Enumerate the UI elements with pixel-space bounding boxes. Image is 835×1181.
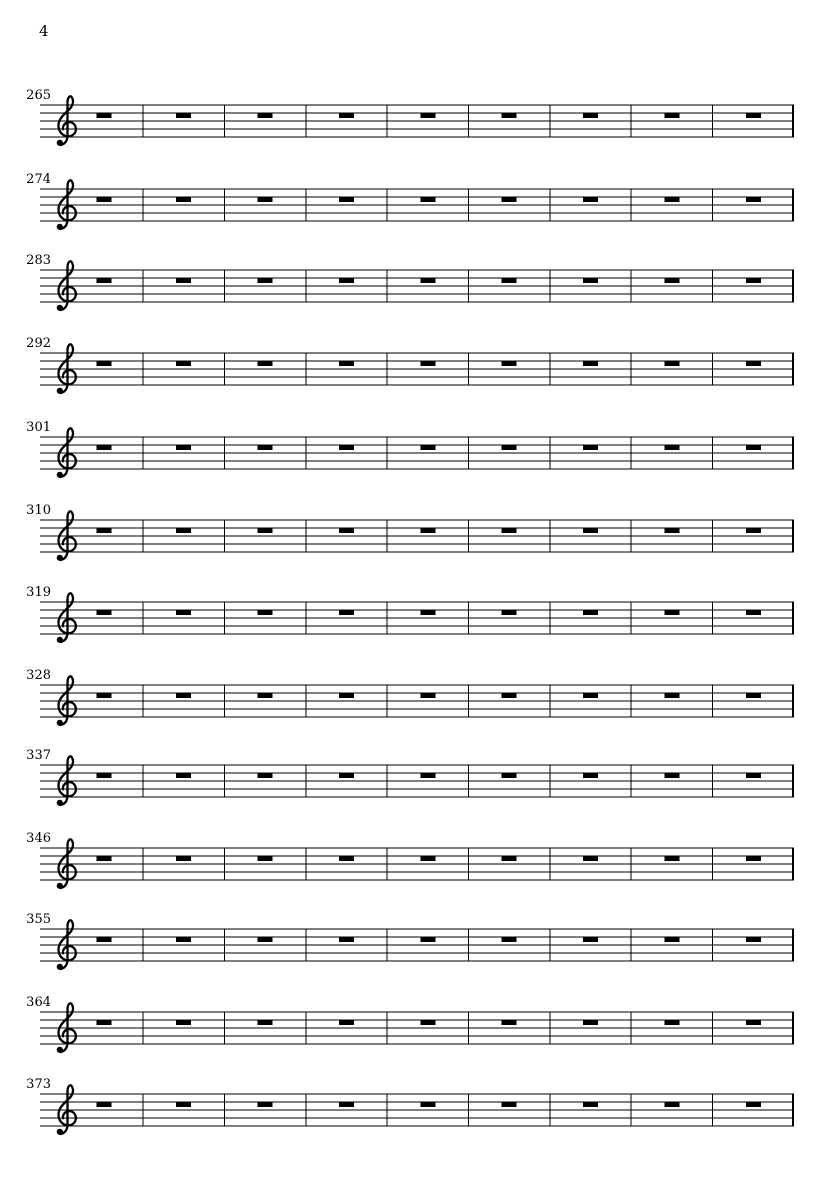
measure-number: 364 [26, 995, 51, 1010]
whole-rest [583, 1102, 598, 1107]
staff-system [26, 668, 794, 726]
whole-rest [339, 1102, 354, 1107]
whole-rest [583, 773, 598, 778]
staff-system [26, 253, 794, 311]
whole-rest [502, 113, 517, 118]
whole-rest [746, 856, 761, 861]
staff-system [26, 336, 794, 394]
clef-ball [57, 800, 63, 806]
whole-rest [420, 1020, 435, 1025]
staff-system [26, 995, 794, 1053]
staff-system [26, 748, 794, 806]
whole-rest [583, 278, 598, 283]
staff-lines [40, 765, 794, 797]
staff-system [26, 88, 794, 146]
whole-rest [258, 1020, 273, 1025]
whole-rest [97, 610, 112, 615]
whole-rest [258, 937, 273, 942]
whole-rest [339, 610, 354, 615]
whole-rest [746, 278, 761, 283]
whole-rest [176, 693, 191, 698]
clef-ball [57, 555, 63, 561]
clef-ball [57, 1047, 63, 1053]
whole-rest [420, 361, 435, 366]
whole-rest [258, 856, 273, 861]
whole-rest [176, 1102, 191, 1107]
whole-rest [502, 1102, 517, 1107]
whole-rest [502, 773, 517, 778]
clef-ball [57, 1129, 63, 1135]
whole-rest [258, 610, 273, 615]
clef-ball [57, 883, 63, 889]
whole-rest [339, 445, 354, 450]
whole-rest [258, 113, 273, 118]
staff-lines [40, 929, 794, 961]
whole-rest [420, 528, 435, 533]
whole-rest [420, 445, 435, 450]
clef-ball [57, 720, 63, 726]
whole-rest [583, 1020, 598, 1025]
measure-number: 310 [26, 503, 51, 518]
staff-system [26, 420, 794, 478]
whole-rest [502, 361, 517, 366]
whole-rest [502, 610, 517, 615]
staff-lines [40, 520, 794, 552]
whole-rest [176, 278, 191, 283]
whole-rest [97, 856, 112, 861]
staff-lines [40, 437, 794, 469]
whole-rest [583, 610, 598, 615]
measure-number: 301 [26, 420, 51, 435]
clef-ball [57, 637, 63, 643]
clef-ball [57, 224, 63, 230]
whole-rest [746, 361, 761, 366]
whole-rest [746, 445, 761, 450]
whole-rest [664, 197, 679, 202]
whole-rest [583, 856, 598, 861]
page-number: 4 [39, 22, 49, 40]
whole-rest [664, 445, 679, 450]
clef-ball [57, 964, 63, 970]
whole-rest [420, 693, 435, 698]
staff-system [26, 1077, 794, 1135]
whole-rest [420, 1102, 435, 1107]
whole-rest [746, 773, 761, 778]
whole-rest [97, 197, 112, 202]
whole-rest [583, 361, 598, 366]
whole-rest [420, 197, 435, 202]
whole-rest [746, 937, 761, 942]
whole-rest [97, 445, 112, 450]
whole-rest [583, 693, 598, 698]
staff-lines [40, 353, 794, 385]
whole-rest [258, 278, 273, 283]
whole-rest [746, 693, 761, 698]
whole-rest [664, 528, 679, 533]
whole-rest [97, 693, 112, 698]
whole-rest [339, 773, 354, 778]
clef-ball [57, 305, 63, 311]
whole-rest [258, 361, 273, 366]
whole-rest [583, 445, 598, 450]
whole-rest [258, 197, 273, 202]
whole-rest [97, 1102, 112, 1107]
whole-rest [420, 610, 435, 615]
measure-number: 265 [26, 88, 51, 103]
staff-system [26, 503, 794, 561]
measure-number: 328 [26, 668, 51, 683]
staff-system [26, 585, 794, 643]
whole-rest [97, 1020, 112, 1025]
whole-rest [339, 937, 354, 942]
whole-rest [502, 937, 517, 942]
whole-rest [176, 773, 191, 778]
whole-rest [502, 197, 517, 202]
whole-rest [746, 1102, 761, 1107]
whole-rest [176, 197, 191, 202]
whole-rest [746, 1020, 761, 1025]
whole-rest [746, 197, 761, 202]
whole-rest [339, 278, 354, 283]
whole-rest [420, 937, 435, 942]
whole-rest [176, 361, 191, 366]
whole-rest [502, 278, 517, 283]
whole-rest [339, 197, 354, 202]
whole-rest [664, 1102, 679, 1107]
whole-rest [339, 113, 354, 118]
whole-rest [176, 937, 191, 942]
whole-rest [258, 445, 273, 450]
clef-ball [57, 472, 63, 478]
clef-ball [57, 388, 63, 394]
clef-ball [57, 140, 63, 146]
staff-lines [40, 105, 794, 137]
whole-rest [339, 856, 354, 861]
whole-rest [97, 773, 112, 778]
staff-system [26, 831, 794, 889]
whole-rest [176, 113, 191, 118]
whole-rest [664, 113, 679, 118]
measure-number: 292 [26, 336, 51, 351]
staff-lines [40, 1012, 794, 1044]
whole-rest [583, 113, 598, 118]
whole-rest [258, 528, 273, 533]
measure-number: 274 [26, 172, 51, 187]
staff-lines [40, 189, 794, 221]
whole-rest [583, 528, 598, 533]
whole-rest [97, 113, 112, 118]
whole-rest [664, 1020, 679, 1025]
staff-lines [40, 848, 794, 880]
whole-rest [176, 445, 191, 450]
whole-rest [339, 528, 354, 533]
whole-rest [502, 528, 517, 533]
whole-rest [97, 937, 112, 942]
whole-rest [420, 113, 435, 118]
whole-rest [339, 693, 354, 698]
whole-rest [664, 856, 679, 861]
measure-number: 373 [26, 1077, 51, 1092]
whole-rest [664, 278, 679, 283]
whole-rest [97, 278, 112, 283]
measure-number: 346 [26, 831, 51, 846]
staff-lines [40, 1094, 794, 1126]
whole-rest [583, 197, 598, 202]
whole-rest [258, 693, 273, 698]
whole-rest [746, 528, 761, 533]
staff-system [26, 912, 794, 970]
whole-rest [746, 113, 761, 118]
whole-rest [258, 773, 273, 778]
staff-lines [40, 685, 794, 717]
whole-rest [258, 1102, 273, 1107]
measure-number: 355 [26, 912, 51, 927]
whole-rest [746, 610, 761, 615]
measure-number: 337 [26, 748, 51, 763]
whole-rest [420, 856, 435, 861]
whole-rest [502, 445, 517, 450]
measure-number: 319 [26, 585, 51, 600]
whole-rest [339, 1020, 354, 1025]
whole-rest [664, 693, 679, 698]
whole-rest [176, 610, 191, 615]
whole-rest [502, 693, 517, 698]
whole-rest [97, 361, 112, 366]
whole-rest [420, 278, 435, 283]
whole-rest [664, 610, 679, 615]
whole-rest [664, 773, 679, 778]
staff-lines [40, 602, 794, 634]
whole-rest [583, 937, 598, 942]
whole-rest [664, 937, 679, 942]
staff-lines [40, 270, 794, 302]
whole-rest [339, 361, 354, 366]
measure-number: 283 [26, 253, 51, 268]
whole-rest [97, 528, 112, 533]
whole-rest [420, 773, 435, 778]
whole-rest [176, 528, 191, 533]
whole-rest [176, 856, 191, 861]
whole-rest [502, 1020, 517, 1025]
staff-system [26, 172, 794, 230]
whole-rest [664, 361, 679, 366]
whole-rest [502, 856, 517, 861]
whole-rest [176, 1020, 191, 1025]
